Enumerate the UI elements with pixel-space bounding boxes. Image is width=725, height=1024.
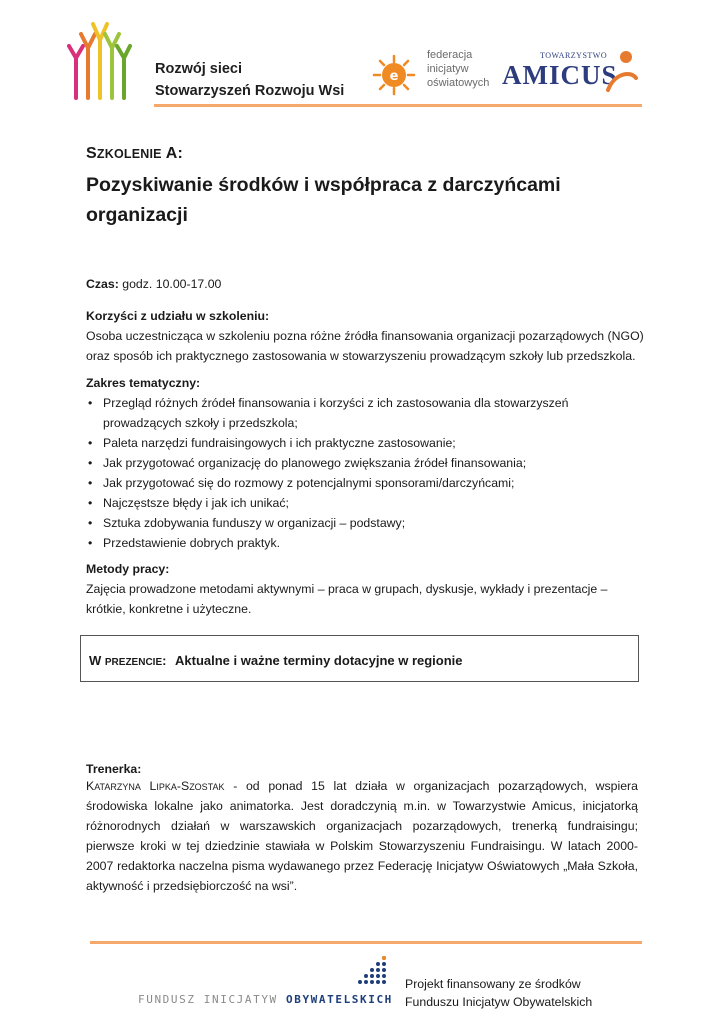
list-item: • Najczęstsze błędy i jak ich unikać; [86,493,646,513]
training-title: Pozyskiwanie środków i współpraca z darczyńcami organizacji [86,174,561,226]
fio-bottom-bold: OBYWATELSKICH [286,993,393,1006]
amicus-logo-text: AMICUS [502,60,618,90]
fio-logo-text [427,48,489,90]
rozwoj-sieci-logo [66,18,132,102]
presentation-label-suffix: : [162,653,167,668]
presentation-label-caps: PREZENCIE [104,657,163,668]
presentation-label-prefix: W [89,653,105,668]
list-item: • Przedstawienie dobrych praktyk. [86,533,646,553]
footer-note [405,975,592,1011]
presentation-box [80,635,639,682]
training-label-caps: ZKOLENIE [96,147,162,161]
amicus-figure-icon [600,48,640,94]
benefits-heading: Korzyści z udziału w szkoleniu: [86,309,270,323]
list-item: • Jak przygotować się do rozmowy z potencjalnymi sponsorami/darczyńcami; [86,473,646,493]
header-divider [154,104,642,107]
list-item: • Paleta narzędzi fundraisingowych i ich praktyczne zastosowanie; [86,433,646,453]
scope-heading: Zakres tematyczny: [86,376,201,390]
footer-divider [90,941,642,944]
fio-line2: inicjatyw [427,63,469,75]
presentation-label [89,653,166,668]
time-value: godz. 10.00-17.00 [118,277,222,291]
methods-section [86,559,646,619]
fio-bottom-light: FUNDUSZ INICJATYW [138,993,287,1006]
fio-bottom-logo [138,993,393,1006]
amicus-top-text: TOWARZYSTWO [540,51,608,60]
list-item: • Sztuka zdobywania funduszy w organizacji – podstawy; [86,513,646,533]
methods-heading: Metody pracy: [86,562,170,576]
trainer-bio [86,776,638,896]
sun-logo-icon [372,54,416,96]
scope-list [86,393,646,553]
header-title [155,58,344,102]
header-title-line2: Stowarzyszeń Rozwoju Wsi [155,83,345,99]
fio-line3: oświatowych [427,77,490,89]
benefits-section [86,306,646,366]
time-label: Czas: [86,277,119,291]
trainer-name: Katarzyna Lipka-Szostak [86,779,225,793]
fio-line1: federacja [427,49,473,61]
fio-dots-icon [355,954,389,988]
footer-note-line2: Funduszu Inicjatyw Obywatelskich [405,995,593,1009]
scope-section [86,373,646,553]
time-line [86,274,221,294]
svg-text:e: e [389,69,399,84]
list-item: • Przegląd różnych źródeł finansowania i korzyści z ich zastosowania dla stowarzyszeń prowadzących szkoły i przedszkola; [86,393,646,433]
training-label [86,145,183,163]
list-item: • Jak przygotować organizację do planowego zwiększania źródeł finansowania; [86,453,646,473]
presentation-value: Aktualne i ważne terminy dotacyjne w regionie [175,653,463,668]
methods-text: Zajęcia prowadzone metodami aktywnymi – praca w grupach, dyskusje, wykłady i prezentacje – krótkie, konkretne i użyteczne. [86,582,608,616]
trainer-heading: Trenerka: [86,762,142,776]
footer-note-line1: Projekt finansowany ze środków [405,977,581,991]
benefits-text: Osoba uczestnicząca w szkoleniu pozna różne źródła finansowania organizacji pozarządowych (NGO) oraz sposób ich praktycznego zastosowania w stowarzyszeniu prowadzącym szkoły lub przedszkola. [86,329,644,363]
header-title-line1: Rozwój sieci [155,61,243,77]
training-label-suffix: A: [161,145,184,162]
trainer-bio-text: - od ponad 15 lat działa w organizacjach pozarządowych, wspiera środowiska lokalne jako animatorka. Jest doradczynią m.in. w Towarzystwie Amicus, inicjatorką różnorodnych działań w warszawskich organizacjach pozarządowych, trenerką fundraisingu; pierwsze kroki w tej dziedzinie stawiała w Polskim Stowarzyszeniu Fundraisingu. W latach 2000-2007 redaktorka naczelna pisma wydawanego przez Federację Inicjatyw Oświatowych „Mała Szkoła, aktywność i przedsiębiorczość na wsi”. [86,779,638,893]
training-label-prefix: S [86,145,97,162]
